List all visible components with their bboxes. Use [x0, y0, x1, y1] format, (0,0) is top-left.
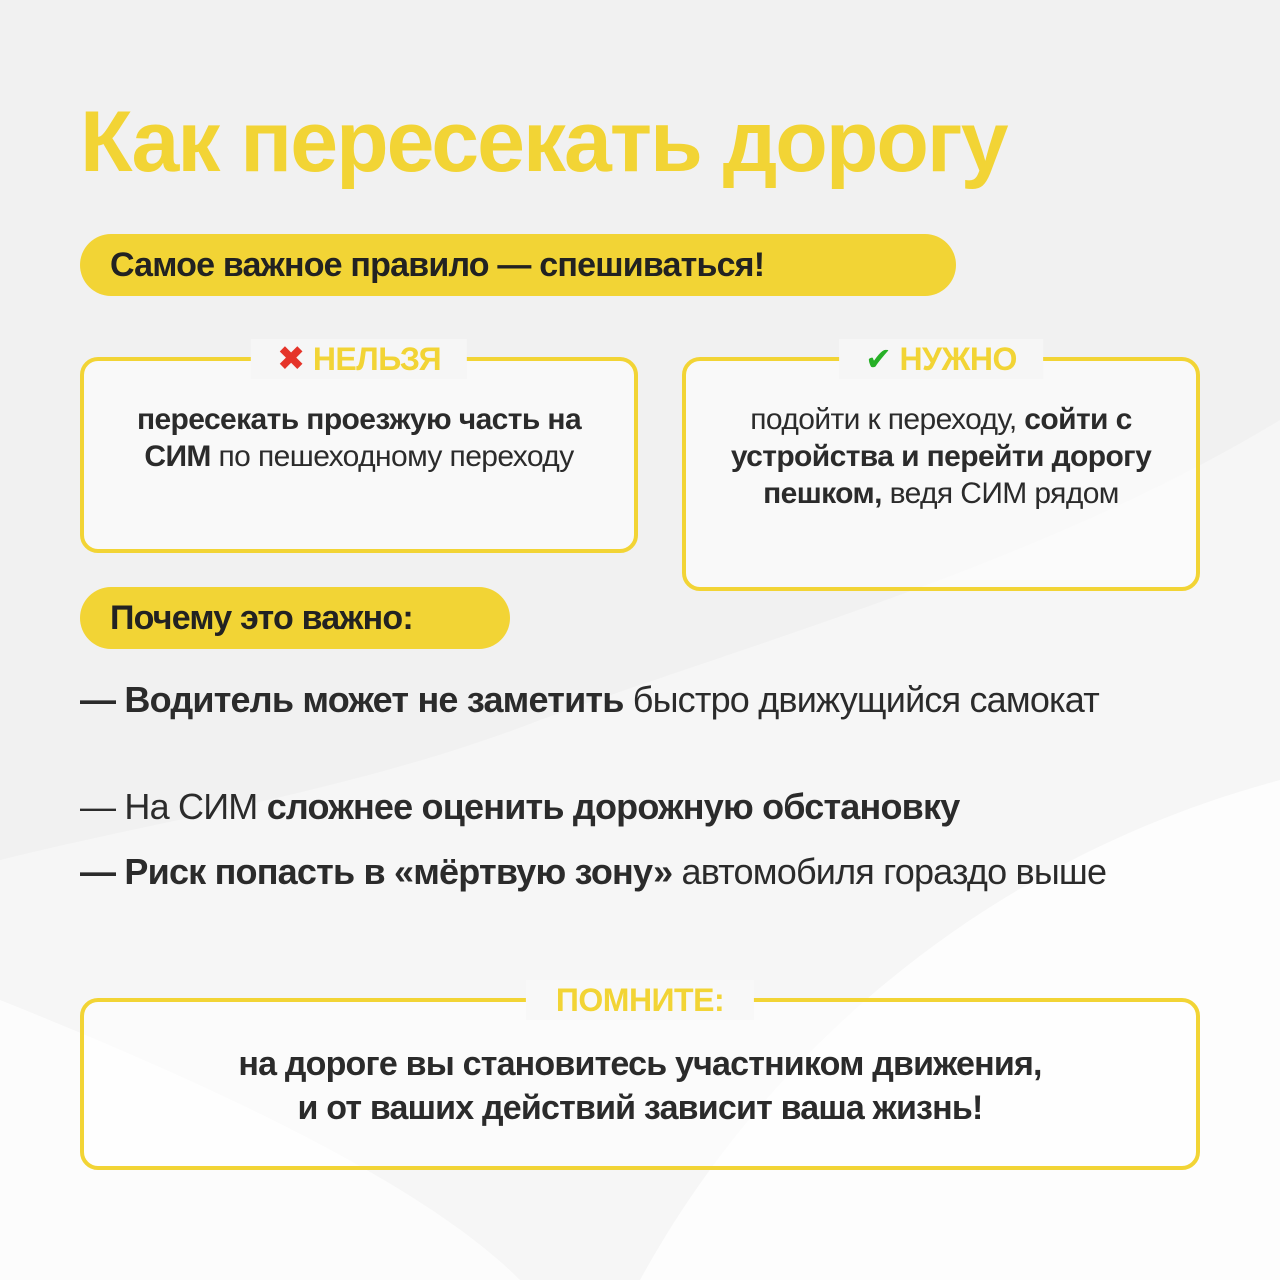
forbidden-text-regular: по пешеходному переходу	[210, 440, 574, 473]
main-rule-pill: Самое важное правило — спешиваться!	[80, 234, 956, 296]
remember-line-1: на дороге вы становитесь участником движения,	[238, 1045, 1042, 1083]
required-text	[704, 401, 1178, 512]
forbidden-text-bold: пересекать проезжую часть на СИМ	[136, 403, 582, 473]
required-label	[839, 339, 1043, 379]
reason-regular: быстро движущийся самокат	[623, 679, 1099, 720]
required-label-text: НУЖНО	[899, 341, 1017, 377]
cross-icon: ✖	[276, 340, 305, 378]
required-text-regular-1: подойти к переходу,	[750, 403, 1025, 436]
reason-prefix: — На СИМ	[80, 786, 267, 827]
required-box	[682, 341, 1200, 591]
remember-label: ПОМНИТЕ:	[526, 980, 754, 1020]
forbidden-text	[108, 401, 610, 475]
reason-bold: — Риск попасть в «мёртвую зону»	[80, 851, 673, 892]
reason-bold: сложнее оценить дорожную обстановку	[266, 786, 960, 827]
remember-text	[114, 1042, 1166, 1130]
check-icon: ✔	[865, 341, 892, 377]
reason-item	[80, 679, 1200, 721]
reason-item	[80, 851, 1200, 893]
reason-regular: автомобиля гораздо выше	[672, 851, 1107, 892]
forbidden-label	[251, 339, 467, 379]
reason-item	[80, 786, 1200, 828]
required-text-bold: сойти с устройства и перейти дорогу пешком,	[730, 403, 1152, 510]
page-title: Как пересекать дорогу	[80, 94, 1007, 190]
forbidden-box	[80, 340, 638, 553]
why-important-pill: Почему это важно:	[80, 587, 510, 649]
reason-bold: — Водитель может не заметить	[80, 679, 624, 720]
forbidden-label-text: НЕЛЬЗЯ	[312, 341, 442, 377]
remember-line-2: и от ваших действий зависит ваша жизнь!	[297, 1089, 983, 1127]
remember-box	[80, 982, 1200, 1170]
required-text-regular-2: ведя СИМ рядом	[881, 477, 1119, 510]
